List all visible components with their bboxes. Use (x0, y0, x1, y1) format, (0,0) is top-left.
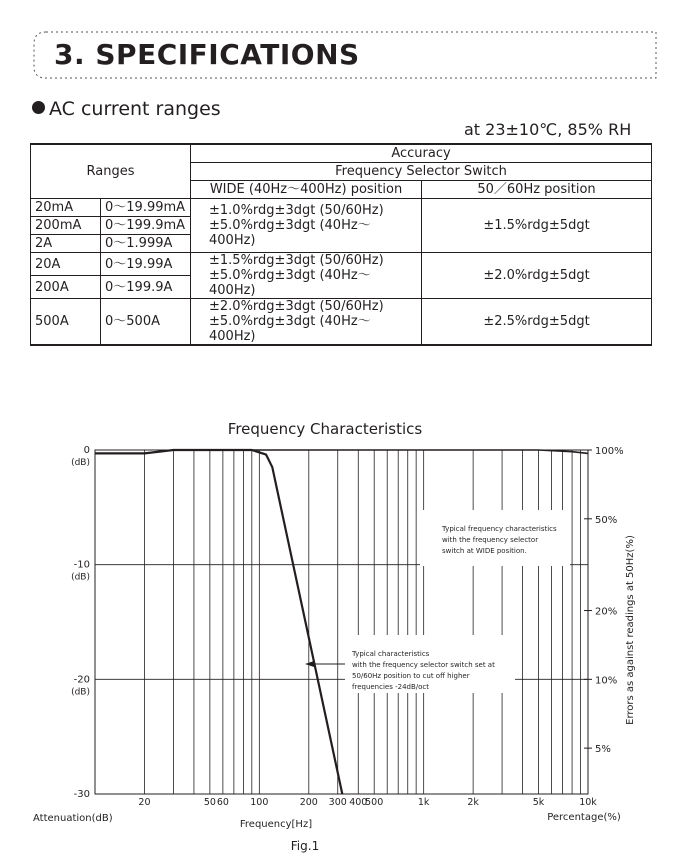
plot-area (95, 450, 588, 794)
wide-accuracy-line: ±2.0%rdg±3dgt (50/60Hz) (209, 299, 384, 314)
range-cell: 500A (31, 299, 101, 346)
span-cell: 0～500A (101, 299, 191, 346)
chart-grid (95, 450, 588, 794)
y-tick-label: -20 (73, 674, 90, 686)
span-cell: 0～199.9mA (101, 217, 191, 235)
annotation-text: Typical characteristics (352, 650, 430, 658)
annotation-text: frequencies -24dB/oct (352, 683, 430, 691)
header-ranges: Ranges (31, 144, 191, 199)
span-cell: 0～19.99A (101, 253, 191, 276)
frequency-characteristics-chart (0, 410, 683, 859)
wide-accuracy-cell (191, 299, 422, 346)
series-line (95, 450, 342, 794)
annotation-text: 50/60Hz position to cut off higher (352, 672, 470, 680)
annotation-text: with the frequency selector switch set at (352, 661, 495, 669)
table-row (31, 253, 652, 276)
ac-current-ranges-table (30, 143, 652, 346)
chart-annotations (305, 510, 570, 693)
annotation-text: with the frequency selector (442, 536, 539, 544)
table-row (31, 199, 652, 217)
span-cell: 0～19.99mA (101, 199, 191, 217)
subheading-text: AC current ranges (49, 98, 221, 120)
section-number: 3. (54, 38, 86, 71)
y-tick-label: 0 (83, 445, 90, 456)
span-cell: 0～199.9A (101, 276, 191, 299)
section-title (54, 38, 360, 71)
x-axis-label: Frequency[Hz] (239, 819, 313, 830)
range-cell: 20mA (31, 199, 101, 217)
annotation-arrowhead (305, 661, 314, 667)
right-axis-title: Errors as against readings at 50Hz(%) (625, 535, 636, 725)
fifty-accuracy-cell: ±2.0%rdg±5dgt (422, 253, 652, 299)
range-cell: 200A (31, 276, 101, 299)
right-axis-label: Percentage(%) (547, 812, 621, 823)
wide-accuracy-line: ±5.0%rdg±3dgt (40Hz～400Hz) (209, 314, 371, 344)
subheading (32, 98, 221, 120)
x-tick-label: 200 (299, 797, 318, 808)
range-cell: 2A (31, 235, 101, 253)
section-title-text: SPECIFICATIONS (95, 38, 360, 71)
test-conditions: at 23±10℃, 85% RH (464, 120, 632, 139)
wide-accuracy-cell (191, 199, 422, 253)
range-cell: 20A (31, 253, 101, 276)
annotation-text: switch at WIDE position. (442, 547, 527, 555)
figure-caption: Fig.1 (290, 839, 320, 853)
y-tick-unit: (dB) (71, 687, 90, 698)
right-tick-label: 10% (595, 675, 618, 687)
table-row (31, 299, 652, 346)
right-tick-label: 20% (595, 606, 618, 618)
right-tick-label: 50% (595, 514, 618, 526)
x-tick-label: 400 (349, 797, 368, 808)
x-tick-label: 60 (216, 797, 229, 808)
range-cell: 200mA (31, 217, 101, 235)
fifty-accuracy-cell: ±1.5%rdg±5dgt (422, 199, 652, 253)
y-tick-unit: (dB) (71, 572, 90, 583)
header-5060: 50／60Hz position (422, 181, 652, 199)
wide-accuracy-line: ±1.0%rdg±3dgt (50/60Hz) (209, 203, 384, 218)
y-tick-label: -30 (73, 789, 90, 800)
fifty-accuracy-cell: ±2.5%rdg±5dgt (422, 299, 652, 346)
right-tick-label: 100% (595, 446, 624, 457)
x-tick-label: 20 (138, 797, 151, 808)
header-accuracy: Accuracy (191, 144, 652, 163)
x-tick-label: 100 (250, 797, 269, 808)
header-switch: Frequency Selector Switch (191, 163, 652, 181)
x-tick-label: 5k (532, 797, 545, 808)
header-wide: WIDE (40Hz～400Hz) position (191, 181, 422, 199)
chart-title: Frequency Characteristics (227, 420, 423, 438)
y-tick-label: -10 (73, 559, 90, 571)
x-tick-label: 50 (203, 797, 216, 808)
chart-axes (71, 445, 624, 808)
x-tick-label: 1k (417, 797, 430, 808)
wide-accuracy-line: ±1.5%rdg±3dgt (50/60Hz) (209, 253, 384, 268)
bullet-icon (32, 101, 45, 114)
chart-series (95, 450, 588, 794)
annotation-text: Typical frequency characteristics (442, 525, 557, 533)
y-tick-unit: (dB) (71, 458, 90, 468)
x-tick-label: 10k (579, 797, 597, 808)
right-tick-label: 5% (595, 744, 611, 756)
x-tick-label: 300 (328, 797, 347, 808)
x-tick-label: 2k (467, 797, 479, 808)
wide-accuracy-cell (191, 253, 422, 299)
left-axis-label: Attenuation(dB) (33, 813, 113, 824)
wide-accuracy-line: ±5.0%rdg±3dgt (40Hz～400Hz) (209, 218, 371, 248)
span-cell: 0～1.999A (101, 235, 191, 253)
wide-accuracy-line: ±5.0%rdg±3dgt (40Hz～400Hz) (209, 268, 371, 298)
x-tick-label: 500 (365, 797, 384, 808)
